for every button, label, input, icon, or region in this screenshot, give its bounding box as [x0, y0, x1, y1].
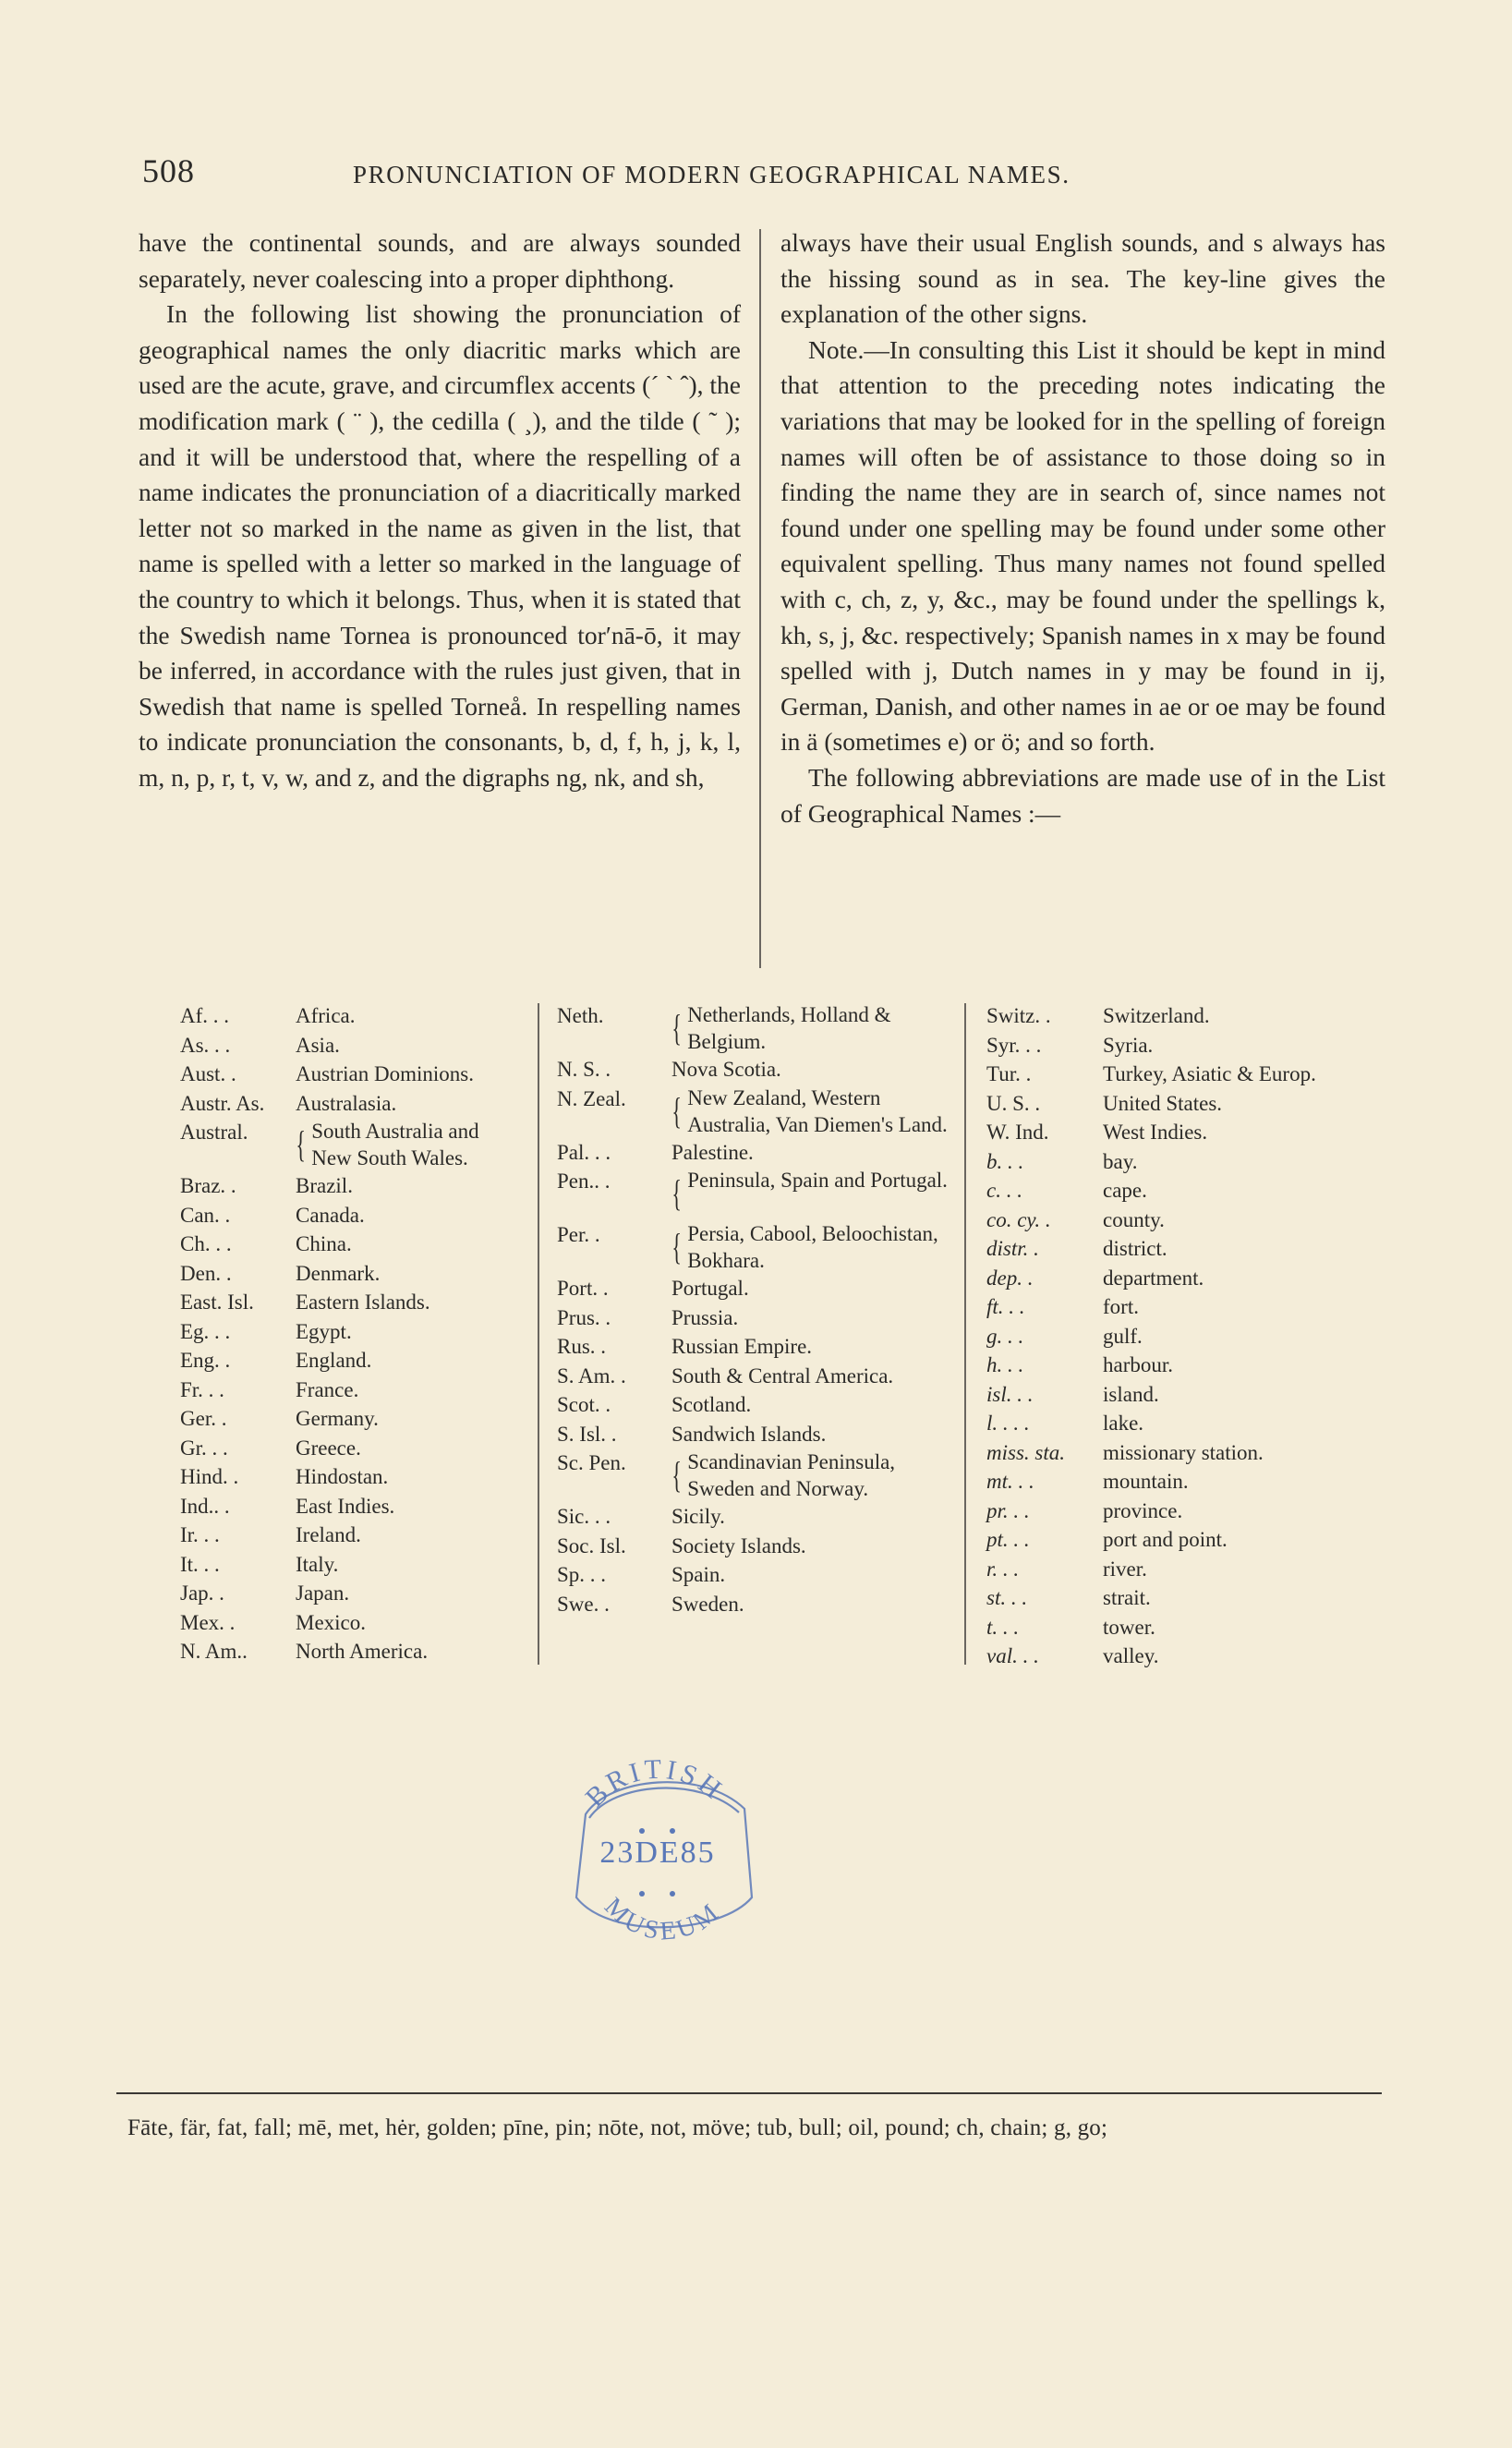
- abbreviation-row: [986, 1031, 1393, 1060]
- abbreviation-meaning: valley.: [1103, 1644, 1159, 1667]
- brace-glyph: {: [671, 1226, 682, 1267]
- abbreviation: miss. sta.: [986, 1440, 1065, 1464]
- abbreviation: val. . .: [986, 1644, 1039, 1667]
- abbreviation-meaning: island.: [1103, 1382, 1159, 1406]
- abbreviation-meaning: department.: [1103, 1266, 1204, 1290]
- abbreviation-meaning: Asia.: [296, 1033, 340, 1057]
- abbreviation-meaning: Persia, Cabool, Beloochistan, Bokhara.: [687, 1222, 938, 1272]
- abbreviation: g. . .: [986, 1324, 1024, 1348]
- abbreviation-row: [180, 1230, 533, 1259]
- abbreviation: Can. .: [180, 1203, 231, 1227]
- page-number: 508: [142, 152, 195, 189]
- abbreviation-meaning: cape.: [1103, 1179, 1147, 1202]
- abbreviation-meaning: New Zealand, Western Australia, Van Diemen's Land.: [687, 1085, 948, 1136]
- abbreviation-meaning: Sweden.: [671, 1592, 744, 1616]
- column-divider: [759, 229, 761, 968]
- paragraph: The following abbreviations are made use of in the List of Geographical Names :—: [780, 762, 1385, 828]
- abbreviation-row: [180, 1259, 533, 1289]
- stamp-date: 23DE85: [599, 1836, 716, 1870]
- footer-rule: [116, 2092, 1382, 2094]
- abbreviation: S. Am. .: [557, 1363, 626, 1388]
- abbreviation-row: [180, 1201, 533, 1230]
- abbreviation-column-2: [557, 1001, 956, 1618]
- abbreviation: mt. . .: [986, 1470, 1034, 1493]
- abbreviation-meaning: Portugal.: [671, 1277, 749, 1300]
- abbreviation-row: [180, 1462, 533, 1492]
- abbreviation-meaning: province.: [1103, 1498, 1183, 1522]
- brace-glyph: {: [296, 1123, 306, 1165]
- table-divider: [538, 1003, 539, 1665]
- abbreviation-meaning: Australasia.: [296, 1091, 397, 1115]
- abbreviation-row: [180, 1404, 533, 1434]
- abbreviation-meaning: missionary station.: [1103, 1440, 1264, 1464]
- abbreviation-meaning: Peninsula, Spain and Portugal.: [687, 1169, 948, 1192]
- abbreviation-row: [557, 1220, 956, 1274]
- abbreviation: pt. . .: [986, 1528, 1030, 1551]
- paragraph: Note.—In consulting this List it should be kept in mind that attention to the preceding notes indicating the variations that may be looked for in the spelling of foreign names will often be of assistance to those doing so in finding the name they are in search of, since names not found under one spelling may be found under some other equivalent spelling. Thus many names not found spelled with c, ch, z, y, &c., may be found under the spellings k, kh, s, j, &c. respectively; Spanish names in x may be found spelled with j, Dutch names in y may be found in ij, German, Danish, and other names in ae or oe may be found in ä (sometimes e) or ö; and so forth.: [780, 334, 1385, 757]
- abbreviation-row: [986, 1438, 1393, 1468]
- abbreviation-row: [986, 1147, 1393, 1177]
- abbreviation: Eg. . .: [180, 1319, 231, 1343]
- abbreviation-row: [180, 1608, 533, 1638]
- brace-glyph: {: [671, 1172, 682, 1214]
- abbreviation-meaning: gulf.: [1103, 1324, 1143, 1348]
- abbreviation-row: [557, 1085, 956, 1138]
- abbreviation: W. Ind.: [986, 1121, 1049, 1144]
- abbreviation-meaning: port and point.: [1103, 1528, 1228, 1551]
- abbreviation-row: [557, 1502, 956, 1532]
- abbreviation-meaning: Greece.: [296, 1436, 361, 1460]
- abbreviation-meaning: Spain.: [671, 1563, 726, 1586]
- abbreviation-row: [180, 1060, 533, 1089]
- svg-text:MUSEUM: [599, 1892, 726, 1940]
- abbreviation: Af. . .: [180, 1004, 230, 1027]
- abbreviation: Jap. .: [180, 1582, 224, 1605]
- abbreviation: Austr. As.: [180, 1091, 265, 1115]
- abbreviation: Braz. .: [180, 1174, 236, 1197]
- abbreviation: Sc. Pen.: [557, 1451, 626, 1474]
- abbreviation-meaning: France.: [296, 1377, 359, 1401]
- abbreviation-meaning: Canada.: [296, 1203, 365, 1227]
- abbreviation-meaning: district.: [1103, 1237, 1167, 1260]
- abbreviation: Soc. Isl.: [557, 1533, 626, 1557]
- abbreviation-meaning: Japan.: [296, 1582, 350, 1605]
- abbreviation-meaning: river.: [1103, 1557, 1147, 1581]
- abbreviation: Ind.. .: [180, 1494, 230, 1518]
- abbreviation: S. Isl. .: [557, 1422, 617, 1446]
- paragraph: have the continental sounds, and are always sounded separately, never coalescing into a proper diphthong.: [139, 228, 741, 293]
- left-text-column: [139, 225, 741, 796]
- brace-glyph: {: [671, 1454, 682, 1496]
- abbreviation: dep. .: [986, 1266, 1034, 1290]
- abbreviation-meaning: China.: [296, 1232, 352, 1255]
- abbreviation: Den. .: [180, 1261, 232, 1285]
- abbreviation-meaning: West Indies.: [1103, 1121, 1208, 1144]
- abbreviation-row: [557, 1560, 956, 1590]
- abbreviation-meaning: bay.: [1103, 1149, 1138, 1173]
- abbreviation-meaning: tower.: [1103, 1615, 1155, 1639]
- abbreviation-row: [986, 1118, 1393, 1147]
- abbreviation-row: [557, 1590, 956, 1619]
- abbreviation: As. . .: [180, 1033, 231, 1057]
- abbreviation-row: [986, 1292, 1393, 1322]
- abbreviation-meaning: Ireland.: [296, 1523, 361, 1546]
- abbreviation-meaning: North America.: [296, 1640, 429, 1663]
- abbreviation: U. S. .: [986, 1091, 1041, 1115]
- abbreviation: isl. . .: [986, 1382, 1034, 1406]
- abbreviation-column-3: [986, 1001, 1393, 1671]
- abbreviation-row: [986, 1322, 1393, 1351]
- abbreviation: Syr. . .: [986, 1033, 1042, 1057]
- abbreviation: N. Am..: [180, 1640, 248, 1663]
- abbreviation: Per. .: [557, 1223, 600, 1246]
- abbreviation: East. Isl.: [180, 1291, 254, 1314]
- abbreviation-meaning: Prussia.: [671, 1305, 739, 1329]
- abbreviation-row: [986, 1380, 1393, 1410]
- abbreviation: distr. .: [986, 1237, 1039, 1260]
- abbreviation-row: [986, 1613, 1393, 1642]
- abbreviation: Sp. . .: [557, 1563, 607, 1586]
- abbreviation-row: [180, 1317, 533, 1347]
- abbreviation-row: [180, 1171, 533, 1201]
- abbreviation: Austral.: [180, 1121, 248, 1144]
- abbreviation-row: [986, 1060, 1393, 1089]
- abbreviation: l. . . .: [986, 1412, 1030, 1435]
- svg-text:BRITISH: [580, 1759, 731, 1813]
- abbreviation-row: [180, 1521, 533, 1550]
- abbreviation: Prus. .: [557, 1305, 611, 1329]
- abbreviation: N. Zeal.: [557, 1086, 626, 1110]
- library-stamp: [554, 1759, 763, 1940]
- abbreviation-meaning: Netherlands, Holland & Belgium.: [687, 1003, 891, 1053]
- abbreviation-row: [986, 1497, 1393, 1526]
- abbreviation-row: [180, 1288, 533, 1317]
- abbreviation-meaning: Eastern Islands.: [296, 1291, 430, 1314]
- abbreviation: b. . .: [986, 1149, 1024, 1173]
- abbreviation-meaning: South & Central America.: [671, 1363, 894, 1388]
- abbreviation-row: [986, 1234, 1393, 1264]
- abbreviation-row: [180, 1001, 533, 1031]
- abbreviation-meaning: county.: [1103, 1207, 1165, 1231]
- abbreviation-row: [180, 1550, 533, 1580]
- abbreviation: c. . .: [986, 1179, 1022, 1202]
- abbreviation-meaning: Sandwich Islands.: [671, 1422, 827, 1446]
- abbreviation: Switz. .: [986, 1004, 1051, 1027]
- abbreviation-meaning: lake.: [1103, 1412, 1144, 1435]
- paragraph: In the following list showing the pronunciation of geographical names the only diacritic marks which are used are the acute, grave, and circumflex accents (ˊ ˋ ˆ), the modification mark ( ¨ ), the cedilla ( ¸), and the tilde ( ˜ ); and it will be understood that, where the respelling of a name indicates the pronunciation of a diacritically marked letter not so marked in the name as given in the list, that name is spelled with a letter so marked in the language of the country to which it belongs. Thus, when it is stated that the Swedish name Tornea is pronounced tor′nā-ō, it may be inferred, in accordance with the rules just given, that in Swedish that name is spelled Torneå. In respelling names to indicate pronunciation the consonants, b, d, f, h, j, k, l, m, n, p, r, t, v, w, and z, and the digraphs ng, nk, and sh,: [139, 299, 742, 792]
- abbreviation-row: [557, 1303, 956, 1333]
- abbreviation-row: [557, 1390, 956, 1420]
- stamp-bottom-text: MUSEUM: [599, 1892, 727, 1940]
- abbreviation-meaning: Russian Empire.: [671, 1335, 813, 1358]
- pronunciation-key-line: Fāte, fär, fat, fall; mē, met, hėr, golden; pīne, pin; nōte, not, möve; tub, bull; oil, pound; ch, chain; g, go;: [127, 2115, 1108, 2140]
- abbreviation: N. S. .: [557, 1058, 611, 1081]
- abbreviation-meaning: fort.: [1103, 1295, 1139, 1318]
- abbreviation: Eng. .: [180, 1349, 231, 1372]
- abbreviation-row: [986, 1206, 1393, 1235]
- abbreviation: Ger. .: [180, 1407, 227, 1430]
- abbreviation-meaning: Society Islands.: [671, 1533, 806, 1557]
- abbreviation-meaning: Brazil.: [296, 1174, 353, 1197]
- abbreviation-row: [986, 1264, 1393, 1293]
- abbreviation: Mex. .: [180, 1610, 236, 1634]
- abbreviation: ft. . .: [986, 1295, 1025, 1318]
- abbreviation: Tur. .: [986, 1062, 1032, 1085]
- abbreviation-row: [986, 1089, 1393, 1119]
- abbreviation: r. . .: [986, 1557, 1020, 1581]
- abbreviation-meaning: England.: [296, 1349, 372, 1372]
- abbreviation-meaning: Mexico.: [296, 1610, 367, 1634]
- brace-glyph: {: [671, 1007, 682, 1048]
- abbreviation-meaning: South Australia and New South Wales.: [311, 1120, 479, 1169]
- abbreviation-row: [986, 1642, 1393, 1671]
- abbreviation-row: [986, 1555, 1393, 1584]
- abbreviation-meaning: Italy.: [296, 1552, 339, 1576]
- abbreviation-row: [180, 1118, 533, 1171]
- abbreviation: Ch. . .: [180, 1232, 232, 1255]
- abbreviation-meaning: Denmark.: [296, 1261, 381, 1285]
- abbreviation: pr. . .: [986, 1498, 1030, 1522]
- abbreviation: st. . .: [986, 1586, 1028, 1609]
- abbreviation-row: [180, 1346, 533, 1375]
- abbreviation: Port. .: [557, 1277, 609, 1300]
- abbreviation: It. . .: [180, 1552, 220, 1576]
- abbreviation-row: [557, 1167, 956, 1220]
- abbreviation: Scot. .: [557, 1393, 611, 1416]
- abbreviation-row: [180, 1637, 533, 1666]
- abbreviation-meaning: Switzerland.: [1103, 1004, 1210, 1027]
- abbreviation-row: [986, 1351, 1393, 1380]
- abbreviation-row: [180, 1579, 533, 1608]
- abbreviation-row: [557, 1274, 956, 1303]
- abbreviation-row: [557, 1138, 956, 1168]
- abbreviation: co. cy. .: [986, 1207, 1051, 1231]
- abbreviation-meaning: Scandinavian Peninsula, Sweden and Norway.: [687, 1450, 896, 1500]
- abbreviation-row: [986, 1525, 1393, 1555]
- abbreviation: h. . .: [986, 1353, 1024, 1376]
- abbreviation: Pen.. .: [557, 1169, 611, 1193]
- abbreviation: t. . .: [986, 1615, 1020, 1639]
- abbreviation-row: [557, 1332, 956, 1362]
- abbreviation-row: [986, 1001, 1393, 1031]
- abbreviation-column-1: [180, 1001, 533, 1666]
- abbreviation-meaning: Turkey, Asiatic & Europ.: [1103, 1062, 1316, 1085]
- abbreviation: Gr. . .: [180, 1436, 228, 1460]
- abbreviation-row: [986, 1583, 1393, 1613]
- running-head: PRONUNCIATION OF MODERN GEOGRAPHICAL NAMES.: [353, 161, 1070, 188]
- abbreviation: Hind. .: [180, 1465, 239, 1488]
- abbreviation: Fr. . .: [180, 1377, 224, 1401]
- abbreviation: Pal. . .: [557, 1140, 611, 1164]
- abbreviation-row: [180, 1492, 533, 1521]
- brace-glyph: {: [671, 1089, 682, 1132]
- abbreviation-row: [180, 1375, 533, 1405]
- abbreviation-row: [557, 1001, 956, 1055]
- abbreviation-row: [986, 1176, 1393, 1206]
- abbreviation-meaning: mountain.: [1103, 1470, 1189, 1493]
- table-divider: [964, 1003, 966, 1665]
- abbreviation-meaning: strait.: [1103, 1586, 1151, 1609]
- abbreviation-row: [986, 1467, 1393, 1497]
- abbreviation-row: [557, 1055, 956, 1085]
- abbreviation-meaning: Palestine.: [671, 1140, 754, 1164]
- abbreviation-meaning: Egypt.: [296, 1319, 352, 1343]
- abbreviation-meaning: Hindostan.: [296, 1465, 389, 1488]
- abbreviation-row: [557, 1362, 956, 1391]
- abbreviation-row: [180, 1089, 533, 1119]
- abbreviation: Ir. . .: [180, 1523, 220, 1546]
- stamp-top-text: BRITISH: [579, 1759, 731, 1813]
- abbreviation-row: [557, 1420, 956, 1449]
- abbreviation-meaning: harbour.: [1103, 1353, 1174, 1376]
- right-text-column: [780, 225, 1385, 831]
- abbreviation-row: [557, 1448, 956, 1502]
- abbreviation: Sic. . .: [557, 1505, 611, 1528]
- abbreviation-meaning: East Indies.: [296, 1494, 395, 1518]
- abbreviation: Neth.: [557, 1004, 604, 1027]
- abbreviation-meaning: Austrian Dominions.: [296, 1062, 474, 1085]
- abbreviation-meaning: Sicily.: [671, 1505, 725, 1528]
- abbreviation-meaning: Scotland.: [671, 1393, 752, 1416]
- abbreviation: Aust. .: [180, 1062, 236, 1085]
- abbreviation-meaning: Africa.: [296, 1004, 356, 1027]
- abbreviation-meaning: United States.: [1103, 1091, 1223, 1115]
- abbreviation-meaning: Germany.: [296, 1407, 379, 1430]
- abbreviation: Rus. .: [557, 1335, 607, 1358]
- abbreviation-meaning: Nova Scotia.: [671, 1058, 781, 1081]
- abbreviation-row: [557, 1532, 956, 1561]
- paragraph: always have their usual English sounds, and s always has the hissing sound as in sea. The key-line gives the explanation of the other signs.: [780, 228, 1385, 329]
- abbreviation-row: [986, 1409, 1393, 1438]
- abbreviation-row: [180, 1031, 533, 1060]
- abbreviation-meaning: Syria.: [1103, 1033, 1154, 1057]
- abbreviation: Swe. .: [557, 1592, 610, 1616]
- abbreviation-row: [180, 1434, 533, 1463]
